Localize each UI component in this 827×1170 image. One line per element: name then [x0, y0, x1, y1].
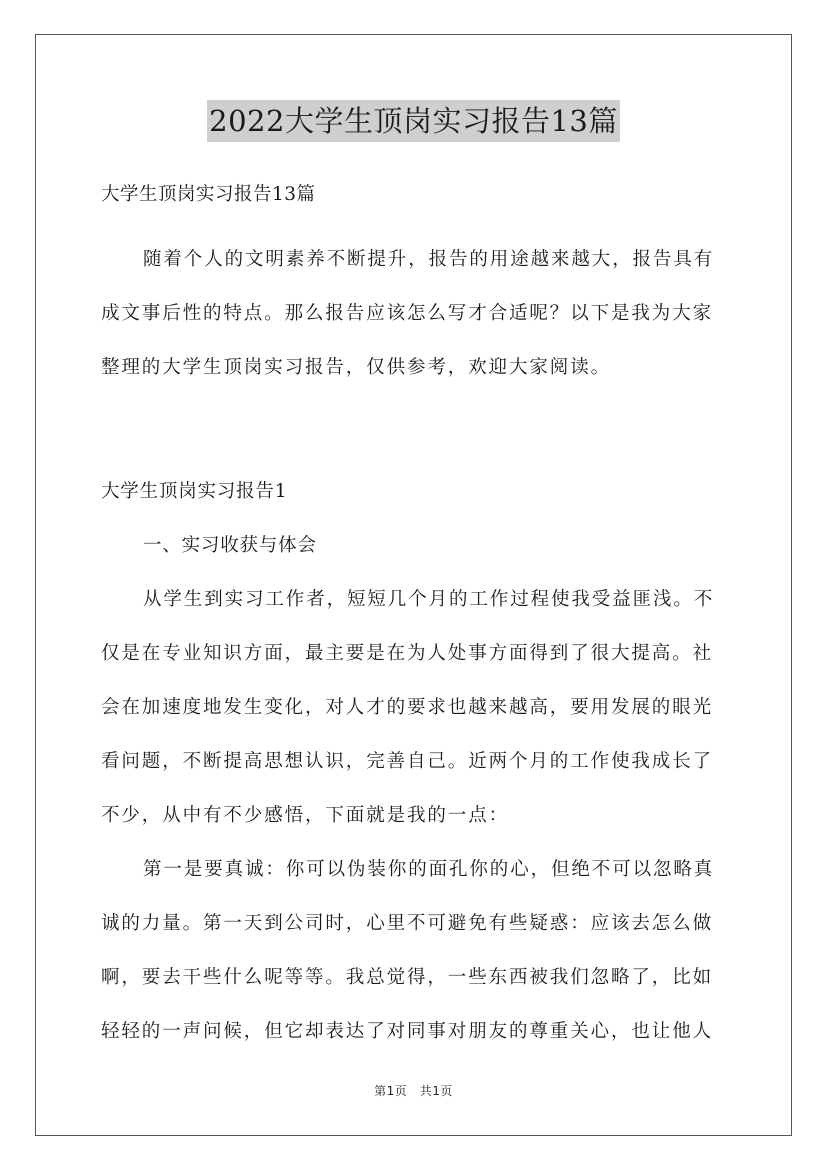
body-paragraph-2 — [101, 843, 727, 1059]
paragraph-line: 会在加速度地发生变化，对人才的要求也越来越高，要用发展的眼光 — [101, 697, 714, 718]
body-paragraph-1 — [101, 573, 727, 843]
paragraph-line: 仅是在专业知识方面，最主要是在为人处事方面得到了很大提高。社 — [101, 643, 714, 664]
paragraph-line: 不少，从中有不少感悟，下面就是我的一点： — [101, 805, 510, 826]
page-number: 第1页 共1页 — [374, 1084, 453, 1098]
paragraph-line: 成文事后性的特点。那么报告应该怎么写才合适呢？以下是我为大家 — [101, 303, 714, 324]
page-footer — [0, 1082, 827, 1099]
paragraph-line: 啊，要去干些什么呢等等。我总觉得，一些东西被我们忽略了，比如 — [101, 967, 714, 988]
section-title: 大学生顶岗实习报告1 — [101, 481, 288, 502]
document-title-block — [0, 100, 827, 142]
paragraph-line: 诚的力量。第一天到公司时，心里不可避免有些疑惑：应该去怎么做 — [101, 913, 714, 934]
paragraph-spacer — [101, 395, 727, 465]
paragraph-line: 随着个人的文明素养不断提升，报告的用途越来越大，报告具有 — [143, 249, 715, 270]
paragraph-line: 从学生到实习工作者，短短几个月的工作过程使我受益匪浅。不 — [143, 589, 715, 610]
paragraph-line: 轻轻的一声问候，但它却表达了对同事对朋友的尊重关心，也让他人 — [101, 1021, 714, 1042]
intro-paragraph — [101, 233, 727, 395]
paragraph-line: 第一是要真诚：你可以伪装你的面孔你的心，但绝不可以忽略真 — [143, 859, 715, 880]
document-title: 2022大学生顶岗实习报告13篇 — [207, 100, 620, 142]
paragraph-line: 看问题，不断提高思想认识，完善自己。近两个月的工作使我成长了 — [101, 751, 714, 772]
document-body — [101, 175, 727, 1059]
paragraph-line: 整理的大学生顶岗实习报告，仅供参考，欢迎大家阅读。 — [101, 357, 612, 378]
section-heading: 一、实习收获与体会 — [143, 535, 317, 556]
document-subtitle: 大学生顶岗实习报告13篇 — [101, 184, 316, 205]
